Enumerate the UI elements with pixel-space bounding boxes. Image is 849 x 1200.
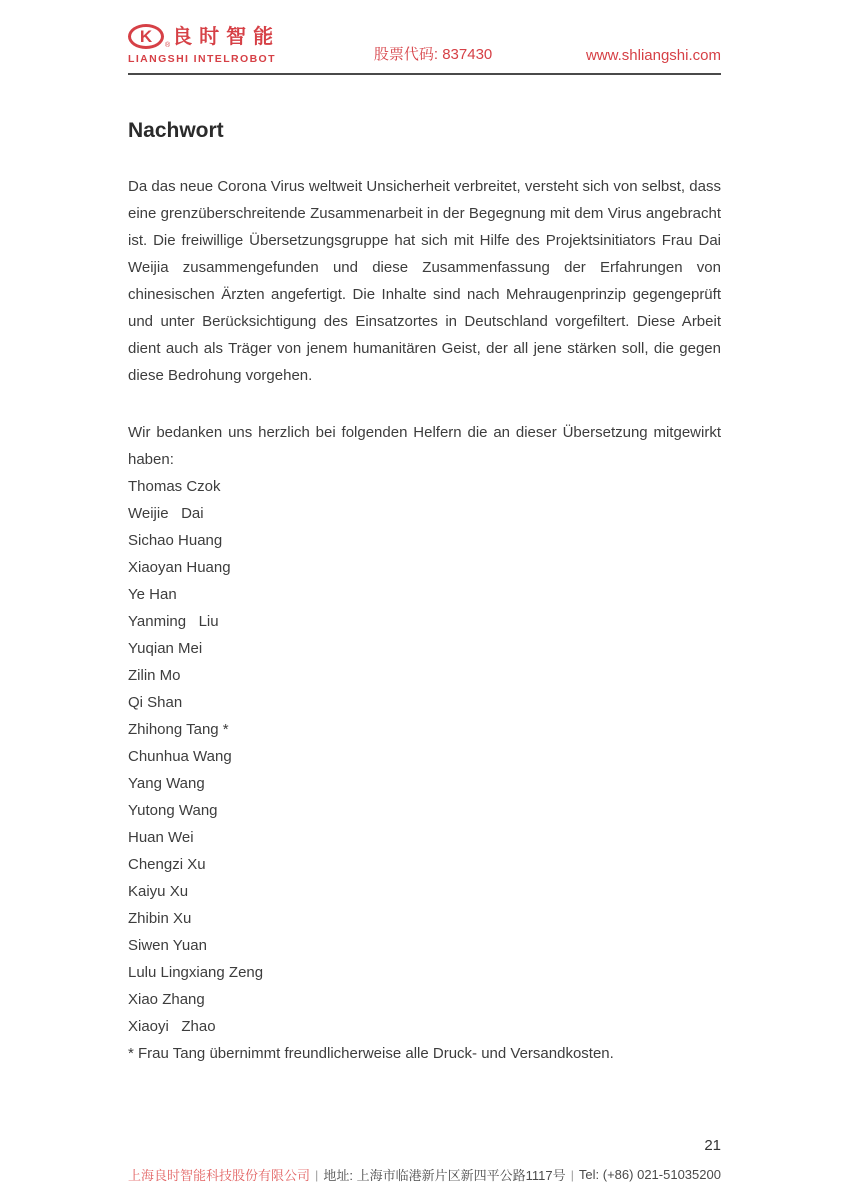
logo-k-oval-icon: K	[128, 24, 164, 49]
header-divider	[128, 73, 721, 75]
contributor-name: Kaiyu Xu	[128, 882, 189, 900]
footer-company-name: 上海良时智能科技股份有限公司	[128, 1168, 311, 1183]
contributor-name: Lulu Lingxiang Zeng	[128, 963, 264, 981]
paragraph-intro: Da das neue Corona Virus weltweit Unsicherheit verbreitet, versteht sich von selbst, dass eine grenzüberschreitende Zusammenarbeit in der Begegnung mit dem Virus angebracht ist. Die freiwillige Übersetzungsgruppe hat sich mit Hilfe des Projektsinitiators Frau Dai Weijia zusammengefunden und diese Zusammenfassung der Erfahrungen von chinesischen Ärzten angefertigt. Die Inhalte sind nach Mehraugenprinzip gegengeprüft und unter Berücksichtigung des Einsatzortes in Deutschland vorgefiltert. Diese Arbeit dient auch als Träger von jenem humanitären Geist, der all jene stärken soll, die gegen diese Bedrohung vorgehen.	[128, 177, 721, 384]
footer-address: 地址: 上海市临港新片区新四平公路1117号	[323, 1168, 566, 1183]
contributor-name: Xiao Zhang	[128, 990, 205, 1008]
contributor-name: Sichao Huang	[128, 531, 223, 549]
contributor-name: Thomas Czok	[128, 477, 221, 495]
contributor-name: Xiaoyan Huang	[128, 558, 231, 576]
paragraph-thanks: Wir bedanken uns herzlich bei folgenden Helfern die an dieser Übersetzung mitgewirkt haben:	[128, 423, 721, 468]
page-header	[128, 0, 721, 65]
footer-telephone: Tel: (+86) 021-51035200	[578, 1167, 721, 1182]
page-title: Nachwort	[128, 118, 224, 142]
logo-chinese-name: 良时智能	[172, 25, 281, 48]
contributor-name: Zhihong Tang *	[128, 720, 229, 738]
footer-separator: |	[315, 1167, 319, 1182]
contributor-name: Chunhua Wang	[128, 747, 232, 765]
page-footer	[128, 1165, 721, 1184]
contributor-name: Zhibin Xu	[128, 909, 192, 927]
contributor-name: Huan Wei	[128, 828, 194, 846]
contributor-name: Chengzi Xu	[128, 855, 206, 873]
contributor-name: Weijie Dai	[128, 504, 204, 522]
contributor-name: Yanming Liu	[128, 612, 219, 630]
contributors-list	[128, 473, 721, 1040]
logo-english-name: LIANGSHI INTELROBOT	[128, 53, 276, 65]
footnote: * Frau Tang übernimmt freundlicherweise alle Druck- und Versandkosten.	[128, 1044, 614, 1062]
contributor-name: Yutong Wang	[128, 801, 218, 819]
footer-separator: |	[570, 1167, 574, 1182]
contributor-name: Yuqian Mei	[128, 639, 203, 657]
website-link[interactable]: www.shliangshi.com	[585, 46, 721, 64]
logo-top-row	[128, 24, 280, 49]
contributor-name: Yang Wang	[128, 774, 205, 792]
contributor-name: Ye Han	[128, 585, 177, 603]
page-number: 21	[704, 1137, 721, 1154]
contributor-name: Qi Shan	[128, 693, 183, 711]
contributor-name: Zilin Mo	[128, 666, 181, 684]
stock-code: 股票代码: 837430	[373, 45, 493, 63]
contributor-name: Xiaoyi Zhao	[128, 1017, 216, 1035]
company-logo	[128, 24, 280, 65]
contributor-name: Siwen Yuan	[128, 936, 207, 954]
registered-trademark-icon: ®	[165, 42, 171, 49]
